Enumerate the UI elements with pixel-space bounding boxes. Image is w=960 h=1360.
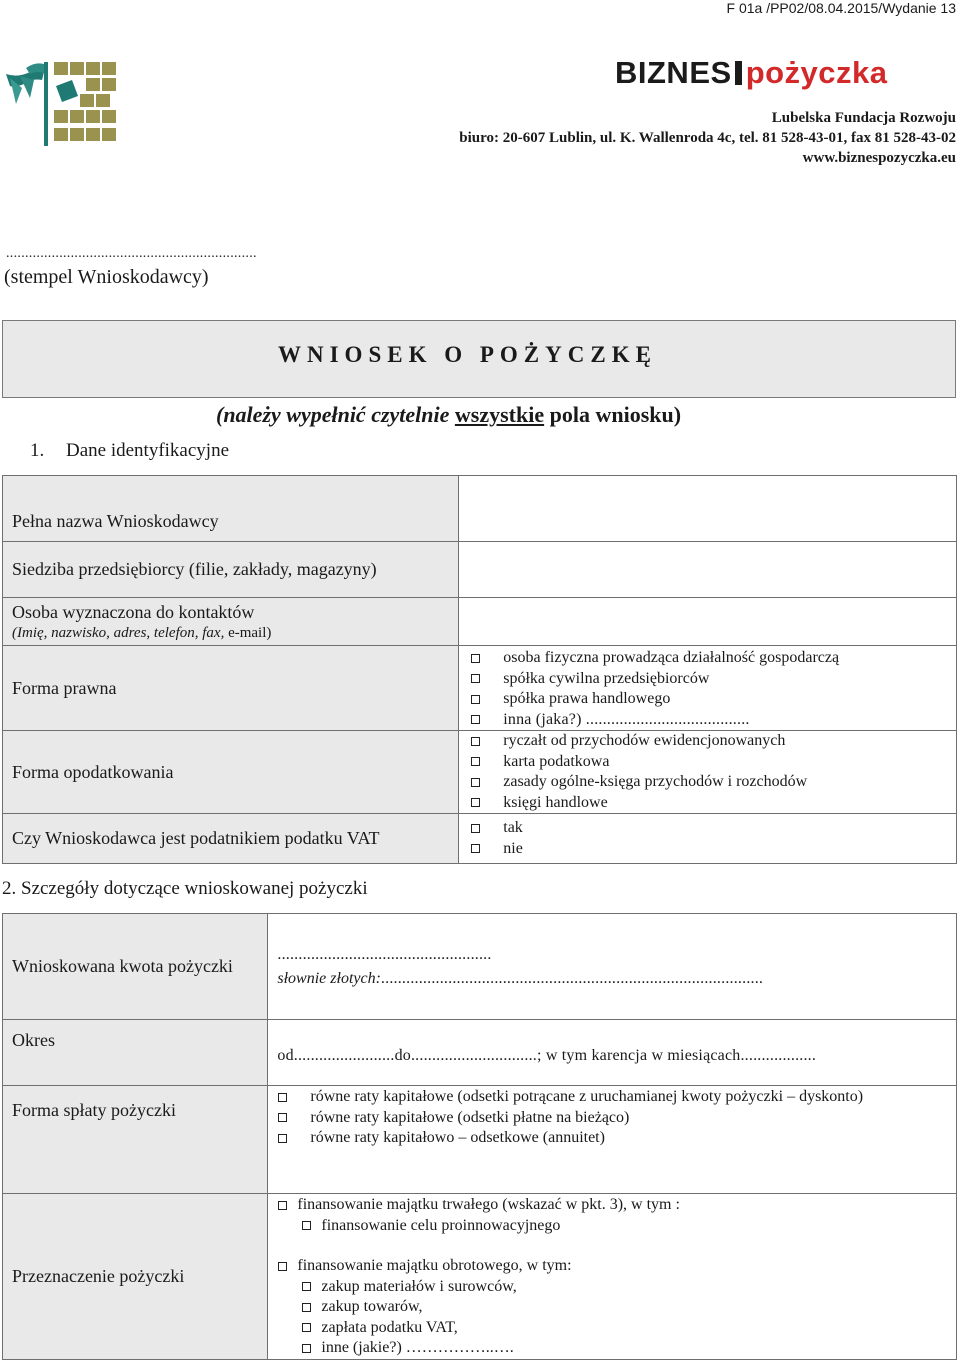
book-grid-logo-icon <box>4 58 122 148</box>
subtitle <box>216 402 681 428</box>
repayment-option[interactable]: równe raty kapitałowe (odsetki potrącane z uruchamianej kwoty pożyczki – dyskonto) <box>278 1087 956 1108</box>
amount-value: ................................................... <box>277 945 492 963</box>
checkbox[interactable] <box>471 824 480 833</box>
subtitle-pre: (należy wypełnić czytelnie <box>216 402 455 427</box>
purpose-options <box>268 1194 957 1360</box>
checkbox[interactable] <box>278 1093 287 1102</box>
brand-logo <box>615 56 888 90</box>
page-title: WNIOSEK O POŻYCZKĘ <box>278 342 657 367</box>
contact-field[interactable] <box>459 598 957 646</box>
contact-label <box>3 598 459 646</box>
tax-form-option[interactable]: księgi handlowe <box>471 793 956 814</box>
tax-form-option[interactable]: karta podatkowa <box>471 752 956 773</box>
repayment-options <box>268 1086 957 1194</box>
legal-form-option[interactable]: spółka cywilna przedsiębiorców <box>471 669 956 690</box>
stamp-label: (stempel Wnioskodawcy) <box>4 266 209 288</box>
brand-part2: pożyczka <box>745 55 888 90</box>
brand-part1: BIZNES <box>615 55 732 90</box>
purpose-option-working-capital[interactable]: finansowanie majątku obrotowego, w tym: <box>278 1256 956 1277</box>
checkbox[interactable] <box>302 1221 311 1230</box>
legal-form-option[interactable]: osoba fizyczna prowadząca działalność gospodarczą <box>471 648 956 669</box>
vat-option-yes[interactable]: tak <box>471 818 956 839</box>
section-1-heading <box>30 440 229 462</box>
contact-title: Osoba wyznaczona do kontaktów <box>12 601 255 622</box>
seat-field[interactable] <box>459 542 957 598</box>
checkbox[interactable] <box>471 798 480 807</box>
checkbox[interactable] <box>278 1201 287 1210</box>
purpose-suboption[interactable]: zapłata podatku VAT, <box>278 1318 956 1339</box>
checkbox[interactable] <box>471 757 480 766</box>
repayment-label: Forma spłaty pożyczki <box>3 1086 268 1194</box>
period-field[interactable]: od........................do..............................; w tym karencja w miesiącach.................. <box>268 1020 957 1086</box>
tax-form-label: Forma opodatkowania <box>3 731 459 814</box>
section-2-heading: 2. Szczegóły dotyczące wnioskowanej pożyczki <box>2 878 368 899</box>
subtitle-underlined: wszystkie <box>454 402 545 427</box>
section-1-title: Dane identyfikacyjne <box>66 440 230 461</box>
checkbox[interactable] <box>302 1344 311 1353</box>
checkbox[interactable] <box>278 1113 287 1122</box>
purpose-suboption[interactable]: inne (jakie?) ……………..…. <box>278 1338 956 1359</box>
tax-form-option[interactable]: ryczałt od przychodów ewidencjonowanych <box>471 731 956 752</box>
tax-form-options <box>459 731 957 814</box>
checkbox[interactable] <box>471 674 480 683</box>
vat-label: Czy Wnioskodawca jest podatnikiem podatku VAT <box>3 814 459 864</box>
checkbox[interactable] <box>471 695 480 704</box>
checkbox[interactable] <box>471 654 480 663</box>
brand-separator <box>735 61 742 85</box>
checkbox[interactable] <box>471 844 480 853</box>
full-name-label: Pełna nazwa Wnioskodawcy <box>3 476 459 542</box>
loan-details-table <box>2 913 957 1360</box>
purpose-suboption[interactable]: finansowanie celu proinnowacyjnego <box>278 1216 956 1237</box>
org-web: www.biznespozyczka.eu <box>802 150 956 166</box>
amount-words: słownie złotych:........................................................................................... <box>277 969 764 987</box>
purpose-suboption[interactable]: zakup towarów, <box>278 1297 956 1318</box>
checkbox[interactable] <box>278 1262 287 1271</box>
repayment-option[interactable]: równe raty kapitałowo – odsetkowe (annuitet) <box>278 1128 956 1149</box>
purpose-label: Przeznaczenie pożyczki <box>3 1194 268 1360</box>
vat-option-no[interactable]: nie <box>471 839 956 860</box>
checkbox[interactable] <box>302 1303 311 1312</box>
vat-options <box>459 814 957 864</box>
form-code: F 01a /PP02/08.04.2015/Wydanie 13 <box>726 0 956 16</box>
checkbox[interactable] <box>302 1282 311 1291</box>
full-name-field[interactable] <box>459 476 957 542</box>
legal-form-label: Forma prawna <box>3 646 459 731</box>
tax-form-option[interactable]: zasady ogólne-księga przychodów i rozchodów <box>471 772 956 793</box>
checkbox[interactable] <box>302 1323 311 1332</box>
checkbox[interactable] <box>278 1134 287 1143</box>
amount-field[interactable] <box>268 914 957 1020</box>
legal-form-option[interactable]: inna (jaka?) ....................................... <box>471 710 956 731</box>
amount-label: Wnioskowana kwota pożyczki <box>3 914 268 1020</box>
checkbox[interactable] <box>471 715 480 724</box>
period-label: Okres <box>3 1020 268 1086</box>
section-1-number: 1. <box>30 440 45 461</box>
org-address: biuro: 20-607 Lublin, ul. K. Wallenroda 4c, tel. 81 528-43-01, fax 81 528-43-02 <box>459 130 956 146</box>
seat-label: Siedziba przedsiębiorcy (filie, zakłady, magazyny) <box>3 542 459 598</box>
checkbox[interactable] <box>471 737 480 746</box>
contact-subtitle: (Imię, nazwisko, adres, telefon, fax, e-mail) <box>12 624 272 641</box>
checkbox[interactable] <box>471 778 480 787</box>
org-name: Lubelska Fundacja Rozwoju <box>771 110 956 126</box>
stamp-dots: .................................................................. <box>6 246 257 261</box>
repayment-option[interactable]: równe raty kapitałowe (odsetki płatne na bieżąco) <box>278 1108 956 1129</box>
identification-table <box>2 475 957 864</box>
purpose-suboption[interactable]: zakup materiałów i surowców, <box>278 1277 956 1298</box>
legal-form-option[interactable]: spółka prawa handlowego <box>471 689 956 710</box>
subtitle-post: pola wniosku) <box>544 402 682 427</box>
purpose-option-fixed-assets[interactable]: finansowanie majątku trwałego (wskazać w pkt. 3), w tym : <box>278 1195 956 1216</box>
legal-form-options <box>459 646 957 731</box>
